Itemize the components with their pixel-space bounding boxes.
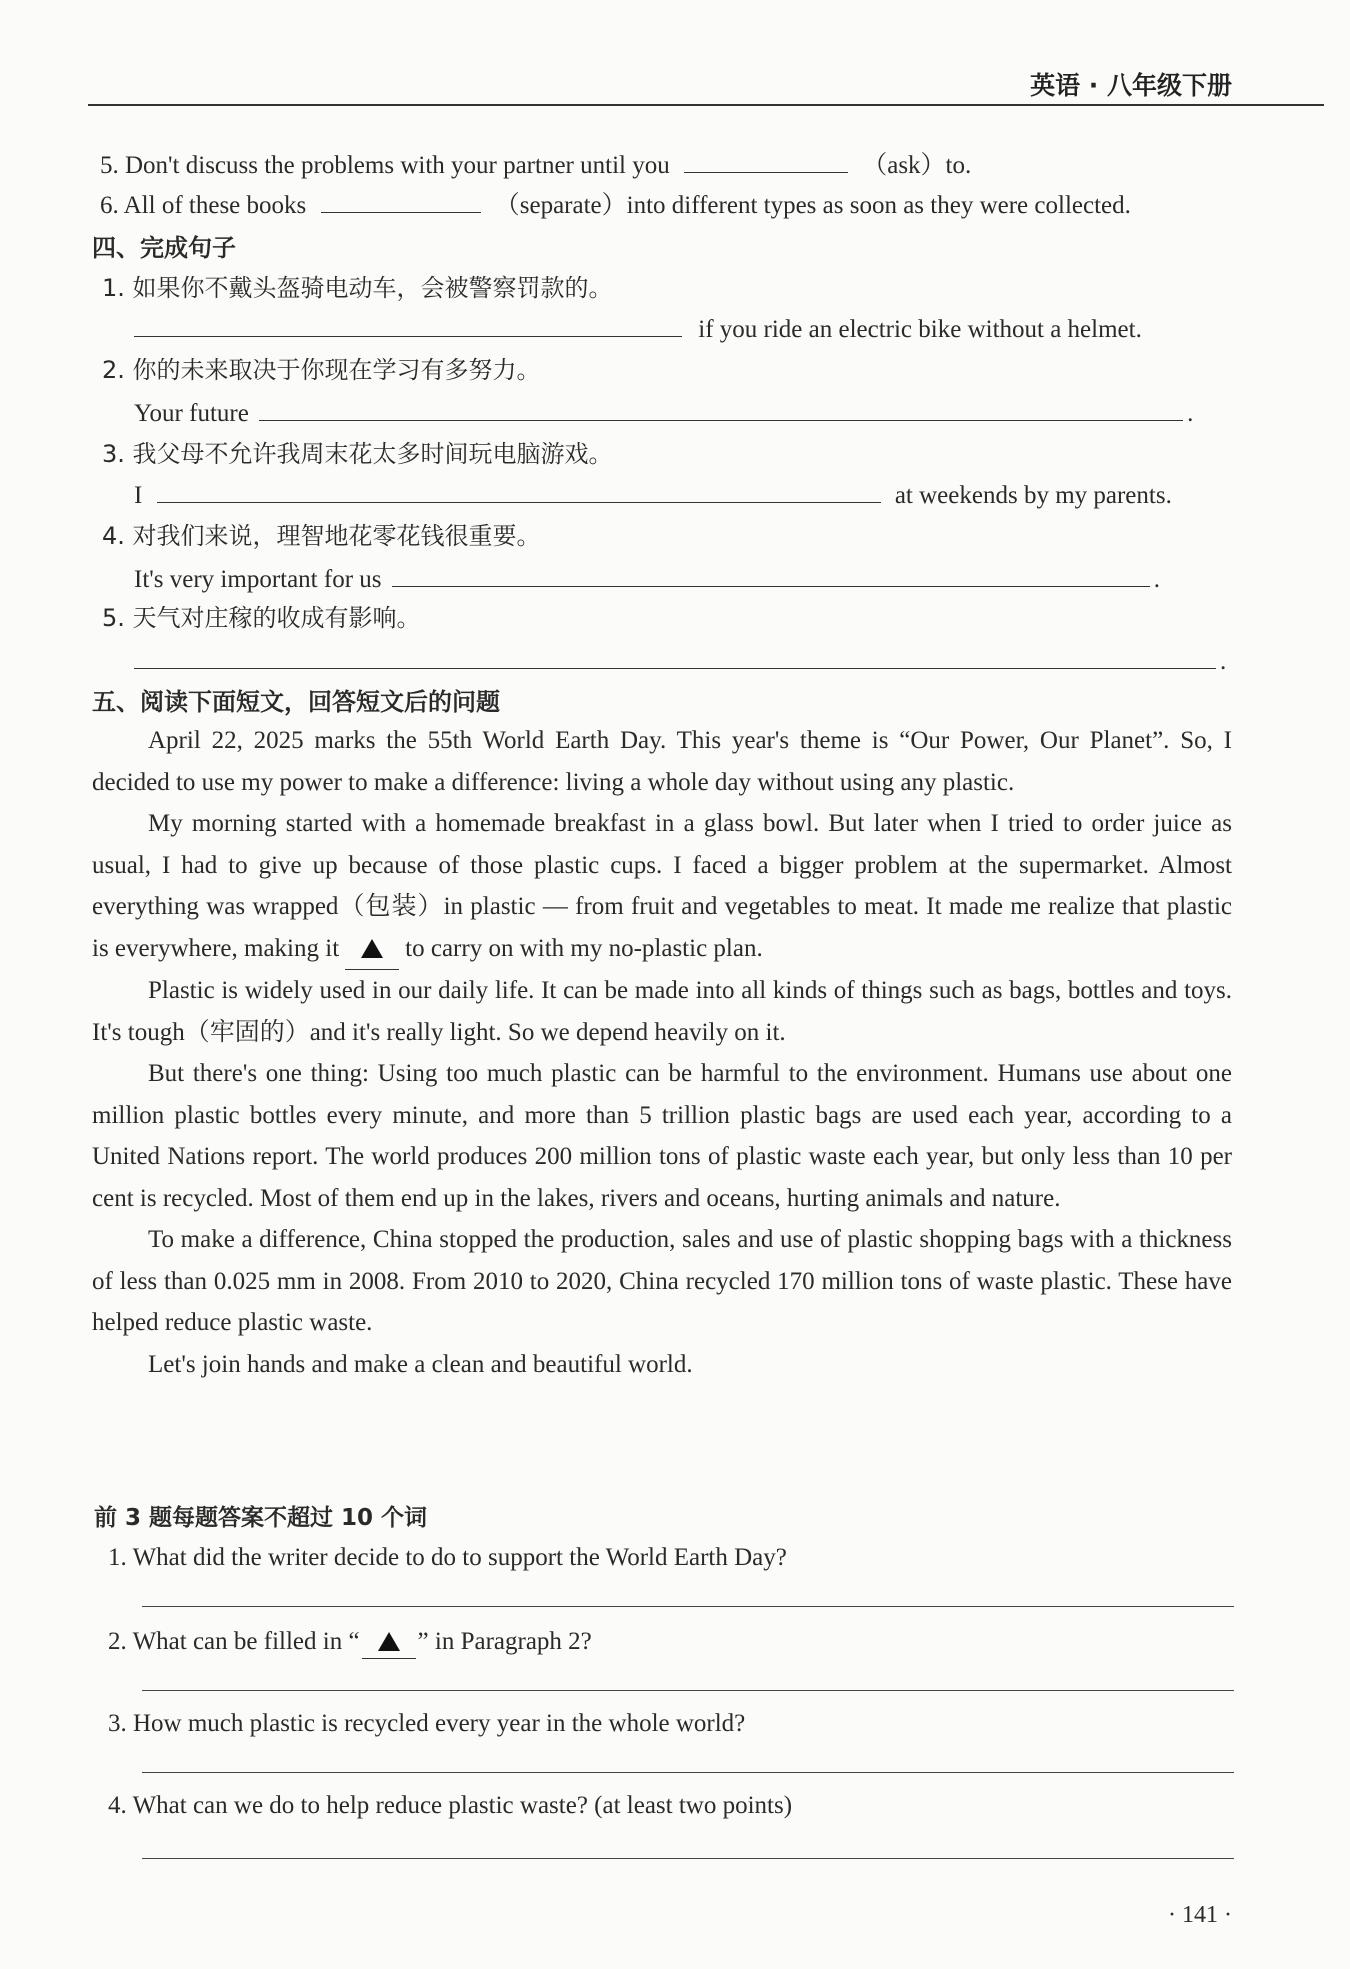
s4-item-3-zh [102,438,613,470]
sentence-prefix: It's very important for us [134,566,382,593]
answer-blank[interactable] [259,396,1183,421]
item-number: 5. [100,152,119,179]
s4-item-2-en [134,396,1193,430]
question-text: What can be filled in “ [132,1628,360,1655]
passage-paragraph-5 [92,1219,1232,1344]
question-number: 3. [108,1710,127,1737]
reading-passage [92,720,1232,1385]
answer-blank[interactable] [684,148,848,173]
item-text: Don't discuss the problems with your partner until you [125,152,670,179]
sentence-suffix: . [1220,648,1227,675]
passage-paragraph-4 [92,1053,1232,1219]
item-hint: （ask）to. [862,152,972,179]
item-hint: （separate）into different types as soon as they were collected. [494,192,1131,219]
chinese-sentence: 我父母不允许我周末花太多时间玩电脑游戏。 [132,440,613,468]
sentence-suffix: . [1187,400,1194,427]
s4-item-1-en [134,312,1142,346]
s4-item-5-zh [102,602,421,634]
question-number: 4. [108,1792,127,1819]
item-number: 3. [102,440,125,468]
header-rule [88,104,1324,106]
answer-line-3[interactable] [142,1772,1234,1773]
section-5-title: 五、阅读下面短文，回答短文后的问题 [92,688,500,716]
answer-line-2[interactable] [142,1690,1234,1691]
s4-item-1-zh [102,272,613,304]
sentence-suffix: . [1153,566,1161,593]
item-number: 1. [102,274,125,302]
page-number: · 141 · [1168,1902,1232,1928]
section-4-title: 四、完成句子 [92,234,236,262]
paragraph-text: April 22, 2025 marks the 55th World Earth Day. This year's theme is “Our Power, Our Planet”. So, I decided to use my power to make a difference: living a whole day without using any plastic. [92,727,1232,796]
passage-paragraph-6 [92,1344,1232,1386]
passage-paragraph-1 [92,720,1232,803]
question-2 [108,1626,592,1659]
blank-triangle-marker [362,1626,416,1659]
item-text: All of these books [123,192,307,219]
triangle-icon [378,1632,400,1651]
question-text: What can we do to help reduce plastic waste? (at least two points) [132,1792,793,1819]
paragraph-text: to carry on with my no-plastic plan. [405,934,763,962]
answer-line-4[interactable] [142,1858,1234,1859]
sentence-suffix: at weekends by my parents. [894,482,1172,509]
chinese-sentence: 你的未来取决于你现在学习有多努力。 [132,356,541,384]
paragraph-text: Plastic is widely used in our daily life. It can be made into all kinds of things such as bags, bottles and toys. It's tough（牢固的）and it's really light. So we depend heavily on it. [92,977,1232,1046]
answer-blank[interactable] [134,312,682,337]
item-number: 6. [100,192,119,219]
blank-triangle-marker [345,928,399,971]
header-title: 英语 · 八年级下册 [1030,71,1232,100]
question-number: 1. [108,1544,127,1571]
chinese-sentence: 天气对庄稼的收成有影响。 [132,604,421,632]
paragraph-text: Let's join hands and make a clean and beautiful world. [148,1350,693,1378]
passage-paragraph-3 [92,970,1232,1053]
paragraph-text: But there's one thing: Using too much plastic can be harmful to the environment. Humans use about one million plastic bottles every minute, and more than 5 trillion plastic bags are used each year, according to a United Nations report. The world produces 200 million tons of plastic waste each year, but only less than 10 per cent is recycled. Most of them end up in the lakes, rivers and oceans, hurting animals and nature. [92,1060,1232,1212]
fill-item-5 [100,148,971,182]
paragraph-text: My morning started with a homemade breakfast in a glass bowl. But later when I tried to order juice as usual, I had to give up because of those plastic cups. I faced a bigger problem at the supermarket. Almost everything was wrapped（包装）in plastic — from fruit and vegetables to meat. It made me realize that plastic is everywhere, making it [92,810,1232,962]
sentence-prefix: Your future [134,400,249,427]
questions-instruction: 前 3 题每题答案不超过 10 个词 [94,1505,428,1531]
fill-item-6 [100,188,1131,222]
s4-item-4-en [134,562,1160,596]
question-number: 2. [108,1628,127,1655]
s4-item-5-en [134,644,1226,678]
s4-item-3-en [134,478,1172,512]
answer-line-1[interactable] [142,1606,1234,1607]
answer-blank[interactable] [157,478,881,503]
item-number: 4. [102,522,125,550]
s4-item-4-zh [102,520,541,552]
answer-blank[interactable] [392,562,1150,587]
question-1 [108,1542,787,1574]
sentence-suffix: if you ride an electric bike without a helmet. [698,316,1142,343]
question-4 [108,1790,792,1822]
paragraph-text: To make a difference, China stopped the production, sales and use of plastic shopping bags with a thickness of less than 0.025 mm in 2008. From 2010 to 2020, China recycled 170 million tons of waste plastic. These have helped reduce plastic waste. [92,1226,1232,1336]
passage-paragraph-2 [92,803,1232,970]
sentence-prefix: I [134,482,143,509]
question-3 [108,1708,745,1740]
item-number: 5. [102,604,125,632]
s4-item-2-zh [102,354,541,386]
question-text: ” in Paragraph 2? [417,1628,592,1655]
triangle-icon [361,939,383,958]
question-text: How much plastic is recycled every year in the whole world? [133,1710,746,1737]
question-text: What did the writer decide to do to support the World Earth Day? [132,1544,787,1571]
chinese-sentence: 如果你不戴头盔骑电动车，会被警察罚款的。 [132,274,613,302]
item-number: 2. [102,356,125,384]
answer-blank[interactable] [321,188,481,213]
chinese-sentence: 对我们来说，理智地花零花钱很重要。 [132,522,541,550]
answer-blank[interactable] [134,644,1216,669]
